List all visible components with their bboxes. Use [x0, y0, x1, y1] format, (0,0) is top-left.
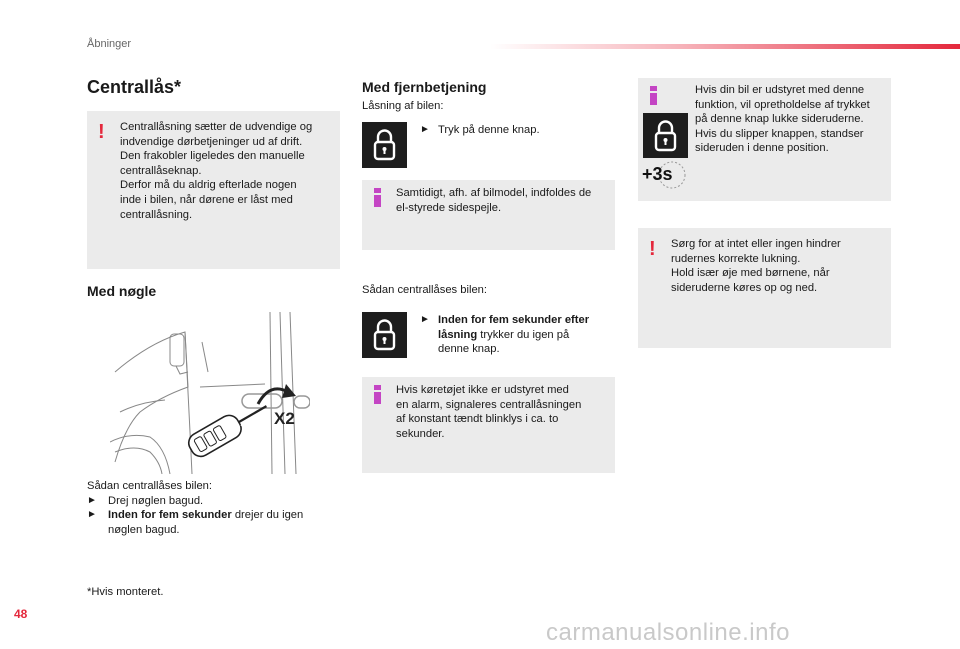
text-line: Centrallåsning sætter de udvendige og [120, 121, 313, 133]
info-text [695, 83, 890, 156]
footnote: *Hvis monteret. [87, 586, 164, 598]
text-line: Tryk på denne knap. [438, 124, 540, 136]
watermark: carmanualsonline.info [546, 619, 790, 646]
text-line: Hvis du slipper knappen, standser [695, 127, 864, 140]
list-item [87, 508, 337, 537]
text-line: Sådan centrallåses bilen: [87, 480, 213, 492]
timer-label: +3s [642, 164, 673, 184]
lock-button-image [362, 122, 407, 168]
text-line: centrallåsning. [120, 208, 193, 221]
warning-text [671, 237, 886, 295]
info-icon [374, 385, 381, 404]
central-intro: Sådan centrallåses bilen: [362, 284, 488, 296]
lock-step [420, 123, 610, 138]
info-icon [650, 86, 657, 105]
list-item [420, 313, 615, 357]
header-accent-bar [490, 44, 960, 49]
info-box-alarm [362, 377, 615, 473]
text-line: Hvis køretøjet ikke er udstyret med [396, 384, 569, 396]
info-text [396, 186, 611, 215]
text-line: en alarm, signaleres centrallåsningen [396, 398, 582, 411]
text-line: Drej nøglen bagud. [108, 494, 204, 507]
padlock-icon [362, 122, 407, 168]
text-line: nøglen bagud. [108, 523, 180, 536]
text-line: funktion, vil opretholdelse af trykket [695, 98, 870, 111]
lock-intro: Låsning af bilen: [362, 100, 444, 112]
lock-button-image [362, 312, 407, 358]
text-line: inde i bilen, når dørene er låst med [120, 193, 293, 206]
padlock-icon [643, 113, 688, 158]
lock-button-image [643, 113, 688, 158]
info-icon [374, 188, 381, 207]
text-line: sideruderne køres op og ned. [671, 281, 818, 294]
text-line: trykker du igen på [477, 328, 570, 341]
list-item [420, 123, 610, 138]
key-section-title: Med nøgle [87, 283, 157, 299]
text-line: drejer du igen [231, 509, 304, 522]
info-text [396, 383, 611, 441]
text-line: Sørg for at intet eller ingen hindrer [671, 238, 841, 250]
info-box-mirrors [362, 180, 615, 250]
text-line: sideruden i denne position. [695, 142, 829, 155]
warning-text [120, 120, 335, 222]
arrow-bullet-icon: ► [87, 509, 97, 521]
text-line: Samtidigt, afh. af bilmodel, indfoldes de [396, 187, 592, 199]
text-line: Hvis din bil er udstyret med denne [695, 84, 865, 96]
list-item [87, 494, 337, 509]
car-door-key-illustration [110, 312, 310, 474]
page-title: Centrallås* [87, 77, 182, 97]
text-line: denne knap. [438, 343, 500, 356]
arrow-bullet-icon: ► [420, 314, 430, 325]
key-turn-count-label: X2 [274, 409, 295, 428]
text-line: indvendige dørbetjeninger ud af drift. [120, 135, 303, 148]
text-line: på denne knap lukke sideruderne. [695, 113, 864, 126]
text-line: rudernes korrekte lukning. [671, 252, 801, 265]
warning-box-windows [638, 228, 891, 348]
padlock-icon [362, 312, 407, 358]
section-title: Åbninger [87, 38, 132, 50]
text-line: Den frakobler ligeledes den manuelle [120, 150, 305, 163]
exclamation-icon: ! [98, 121, 105, 143]
bold-text: Inden for fem sekunder [108, 509, 232, 522]
warning-box-central-locking [87, 111, 340, 269]
bold-text: låsning [438, 328, 478, 341]
text-line: af konstant tændt blinklys i ca. to [396, 413, 559, 426]
text-line: centrallåseknap. [120, 164, 202, 177]
info-box-windows [638, 78, 891, 201]
text-line: Hold især øje med børnene, når [671, 267, 830, 280]
remote-section-title: Med fjernbetjening [362, 79, 487, 95]
text-line: Derfor må du aldrig efterlade nogen [120, 179, 297, 192]
exclamation-icon: ! [649, 238, 656, 260]
arrow-bullet-icon: ► [87, 494, 97, 506]
text-line: sekunder. [396, 427, 445, 440]
central-step [420, 313, 615, 357]
page-number: 48 [14, 607, 28, 621]
text-line: el-styrede sidespejle. [396, 201, 502, 214]
key-instructions [87, 479, 337, 537]
arrow-bullet-icon: ► [420, 124, 430, 135]
bold-text: Inden for fem sekunder efter [438, 314, 590, 326]
